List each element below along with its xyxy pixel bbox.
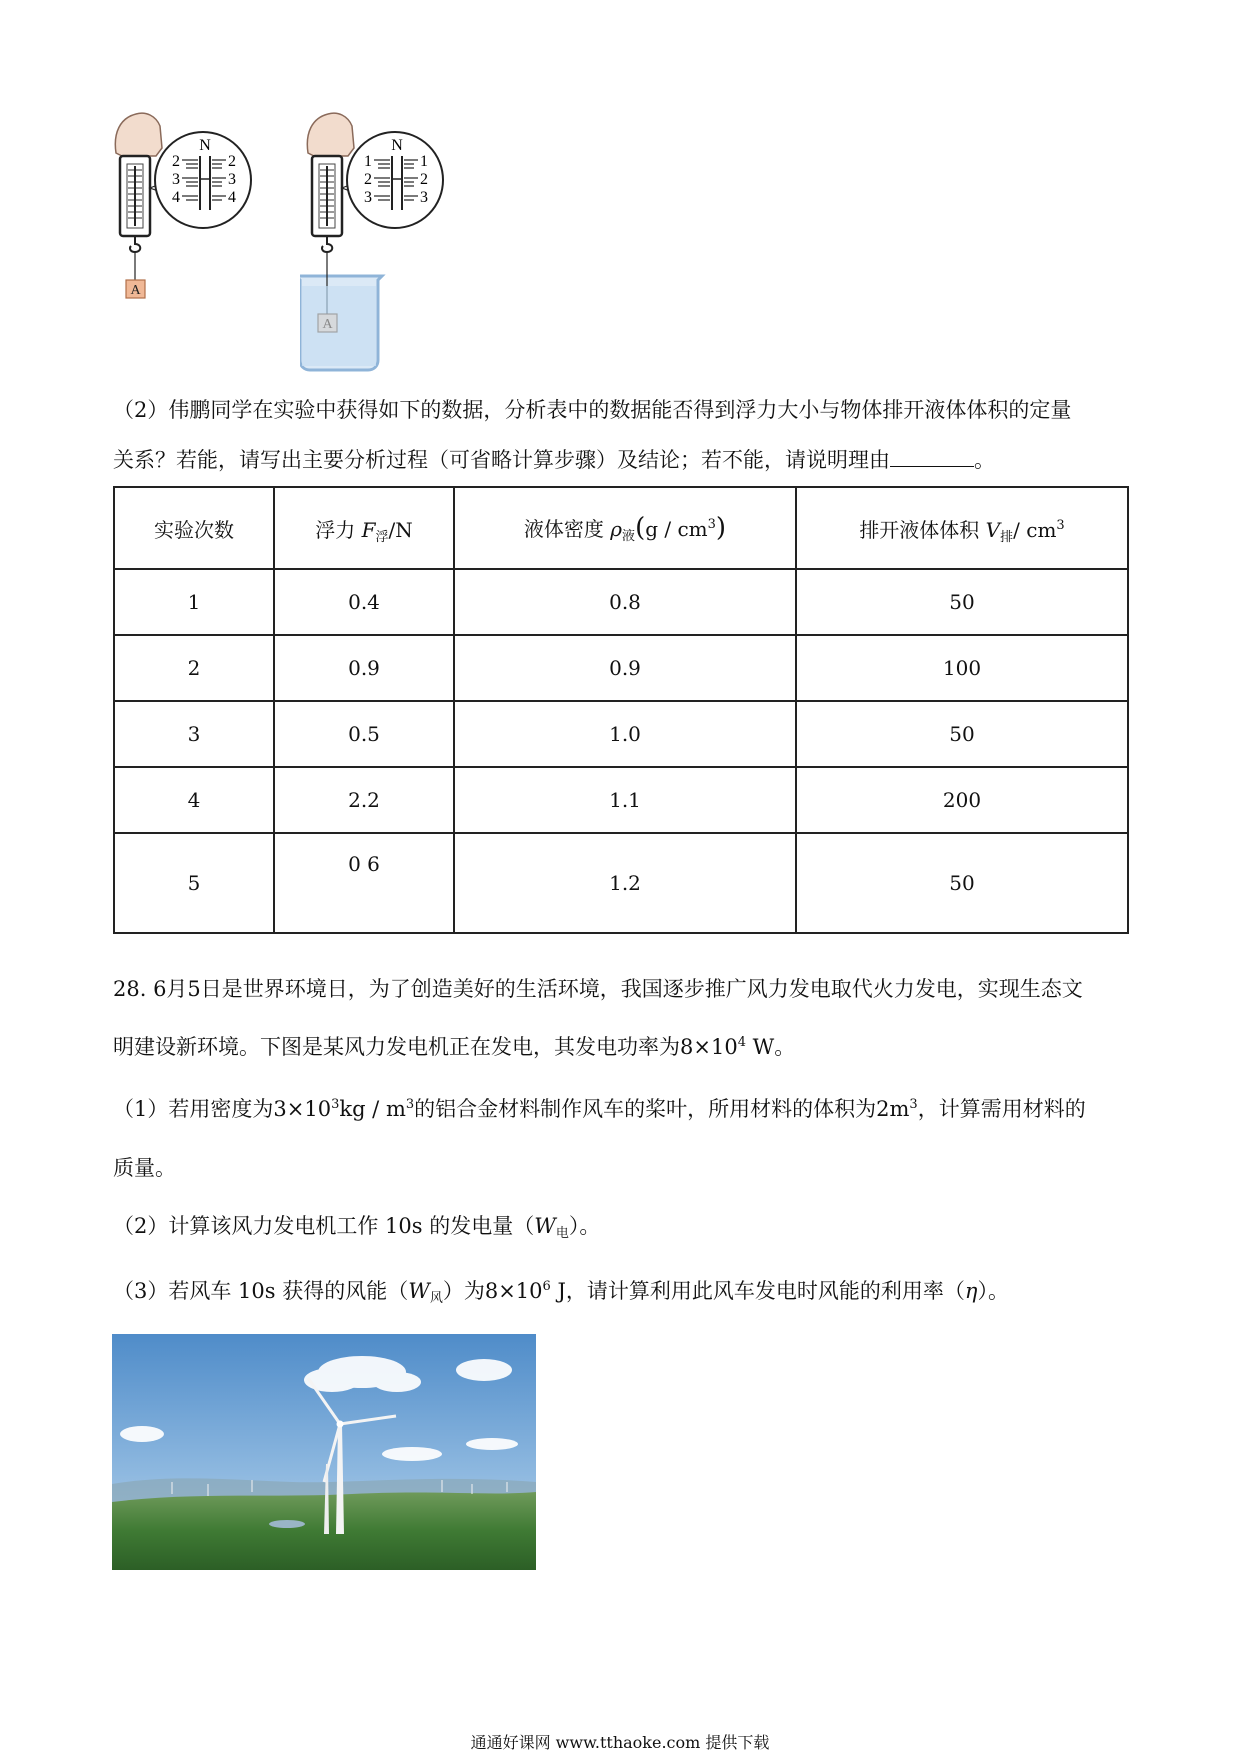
svg-text:N: N [199, 137, 211, 154]
answer-blank[interactable] [890, 446, 974, 467]
page-footer: 通通好课网 www.tthaoke.com 提供下载 [470, 1733, 770, 1752]
svg-text:2: 2 [420, 171, 428, 188]
hand-icon [307, 113, 354, 156]
spring-scale-figure-air [108, 108, 258, 344]
cell-volume: 50 [796, 701, 1128, 767]
svg-text:4: 4 [172, 189, 180, 206]
q28-part-1: （1）若用密度为$3\times 10^3kg / m^3$的铝合金材料制作风车的桨叶，所用材料的体积为$2m^3$，计算需用材料的 [113, 1097, 1086, 1121]
wind-turbine-photo [112, 1334, 536, 1570]
cell-density: 1.2 [454, 833, 796, 933]
cell-volume: 50 [796, 569, 1128, 635]
header-buoyancy: 浮力 $F_浮/N$ [274, 487, 454, 569]
svg-text:3: 3 [364, 189, 372, 206]
cell-buoyancy: 0.4 [274, 569, 454, 635]
svg-text:3: 3 [172, 171, 180, 188]
svg-text:1: 1 [364, 153, 372, 170]
cell-trial: 1 [114, 569, 274, 635]
cell-density: 1.0 [454, 701, 796, 767]
svg-text:A: A [130, 283, 141, 298]
header-density: 液体密度 $\rho_液(g / cm^3)$ [454, 487, 796, 569]
q2-line-1: （2）伟鹏同学在实验中获得如下的数据，分析表中的数据能否得到浮力大小与物体排开液体体积的定量 [113, 398, 1072, 422]
table-row [114, 635, 1128, 701]
cell-trial: 4 [114, 767, 274, 833]
svg-text:3: 3 [420, 189, 428, 206]
svg-text:N: N [391, 137, 403, 154]
cell-density: 1.1 [454, 767, 796, 833]
cell-density: 0.9 [454, 635, 796, 701]
cell-buoyancy: 0 6 [274, 833, 454, 933]
cell-trial: 3 [114, 701, 274, 767]
q28-part-1-line-2: 质量。 [113, 1156, 176, 1180]
table-row [114, 767, 1128, 833]
q28-part-2: （2）计算该风力发电机工作 10s 的发电量$(W_电)$。 [113, 1214, 601, 1241]
q28-intro-line-2: 明建设新环境。下图是某风力发电机正在发电，其发电功率为$8\times 10^4$ W。 [113, 1035, 796, 1059]
svg-text:1: 1 [420, 153, 428, 170]
table-row [114, 701, 1128, 767]
cell-volume: 100 [796, 635, 1128, 701]
cell-buoyancy: 0.9 [274, 635, 454, 701]
cell-buoyancy: 0.5 [274, 701, 454, 767]
cell-trial: 2 [114, 635, 274, 701]
spring-scale-figure-water [300, 108, 470, 374]
cell-volume: 50 [796, 833, 1128, 933]
table-row [114, 569, 1128, 635]
cell-trial: 5 [114, 833, 274, 933]
svg-text:3: 3 [228, 171, 236, 188]
svg-text:4: 4 [228, 189, 236, 206]
svg-text:2: 2 [228, 153, 236, 170]
hand-icon [115, 113, 162, 156]
cell-volume: 200 [796, 767, 1128, 833]
svg-text:A: A [322, 317, 333, 332]
table-header-row [114, 487, 1128, 569]
svg-text:2: 2 [172, 153, 180, 170]
q28-part-3: （3）若风车 10s 获得的风能$(W_风)$为$8\times 10^6$ J，请计算利用此风车发电时风能的利用率（η）。 [113, 1279, 1009, 1306]
experiment-data-table [113, 486, 1129, 934]
table-row [114, 833, 1128, 933]
svg-text:2: 2 [364, 171, 372, 188]
header-volume: 排开液体体积 $V_排/$ $cm^3$ [796, 487, 1128, 569]
cell-density: 0.8 [454, 569, 796, 635]
q2-line-2: 关系？若能，请写出主要分析过程（可省略计算步骤）及结论；若不能，请说明理由 。 [113, 448, 995, 472]
header-trial: 实验次数 [114, 487, 274, 569]
q28-intro-line-1: 28. 6月5日是世界环境日，为了创造美好的生活环境，我国逐步推广风力发电取代火力发电，实现生态文 [113, 977, 1083, 1001]
cell-buoyancy: 2.2 [274, 767, 454, 833]
